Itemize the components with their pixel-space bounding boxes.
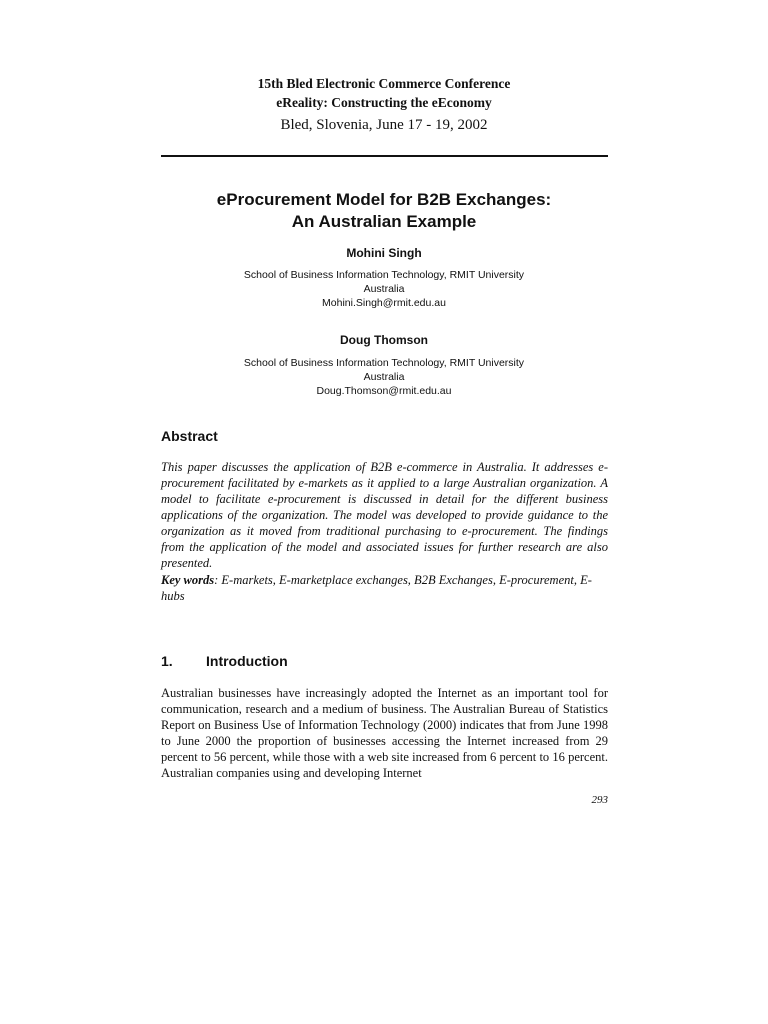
author-email: Mohini.Singh@rmit.edu.au bbox=[322, 297, 446, 309]
author-email: Doug.Thomson@rmit.edu.au bbox=[316, 385, 452, 397]
section-number: 1. bbox=[161, 653, 173, 669]
section-heading: Introduction bbox=[206, 653, 288, 669]
keywords-separator: : bbox=[214, 573, 222, 587]
conference-title: 15th Bled Electronic Commerce Conference bbox=[257, 76, 511, 91]
keywords bbox=[161, 572, 608, 604]
introduction-paragraph: Australian businesses have increasingly adopted the Internet as an important tool for communication, research and a medium of business. The Australian Bureau of Statistics Report on Business Use of Information Technology (2000) indicates that from June 1998 to June 2000 the proportion of businesses accessing the Internet increased from 29 percent to 56 percent, while those with a web site increased from 6 percent to 16 percent. Australian companies using and developing Internet bbox=[161, 686, 608, 780]
author-name: Mohini Singh bbox=[346, 246, 422, 260]
author-affiliation: School of Business Information Technology, RMIT University bbox=[243, 269, 525, 281]
author-affiliation: School of Business Information Technology, RMIT University bbox=[243, 357, 525, 369]
abstract-heading: Abstract bbox=[161, 428, 218, 444]
header-rule bbox=[161, 155, 608, 157]
page-number: 293 bbox=[591, 794, 608, 806]
paper-title-line2: An Australian Example bbox=[291, 212, 477, 231]
keywords-list: E-markets, E-marketplace exchanges, B2B Exchanges, E-procurement, E-hubs bbox=[161, 573, 592, 603]
keywords-label: Key words bbox=[161, 573, 215, 587]
abstract-text: This paper discusses the application of B2B e-commerce in Australia. It addresses e-procurement facilitated by e-markets as it applied to a large Australian organization. A model to facilitate e-procurement is discussed in detail for the different business applications of the organization. The model was developed to provide guidance to the organization as it moved from traditional purchasing to e-procurement. The findings from the application of the model and associated issues for further research are also presented. bbox=[161, 460, 608, 570]
conference-subtitle: eReality: Constructing the eEconomy bbox=[276, 95, 492, 110]
conference-location-date: Bled, Slovenia, June 17 - 19, 2002 bbox=[280, 117, 488, 133]
author-country: Australia bbox=[363, 371, 405, 383]
author-country: Australia bbox=[363, 283, 405, 295]
author-name: Doug Thomson bbox=[340, 333, 428, 347]
paper-title-line1: eProcurement Model for B2B Exchanges: bbox=[216, 190, 552, 209]
